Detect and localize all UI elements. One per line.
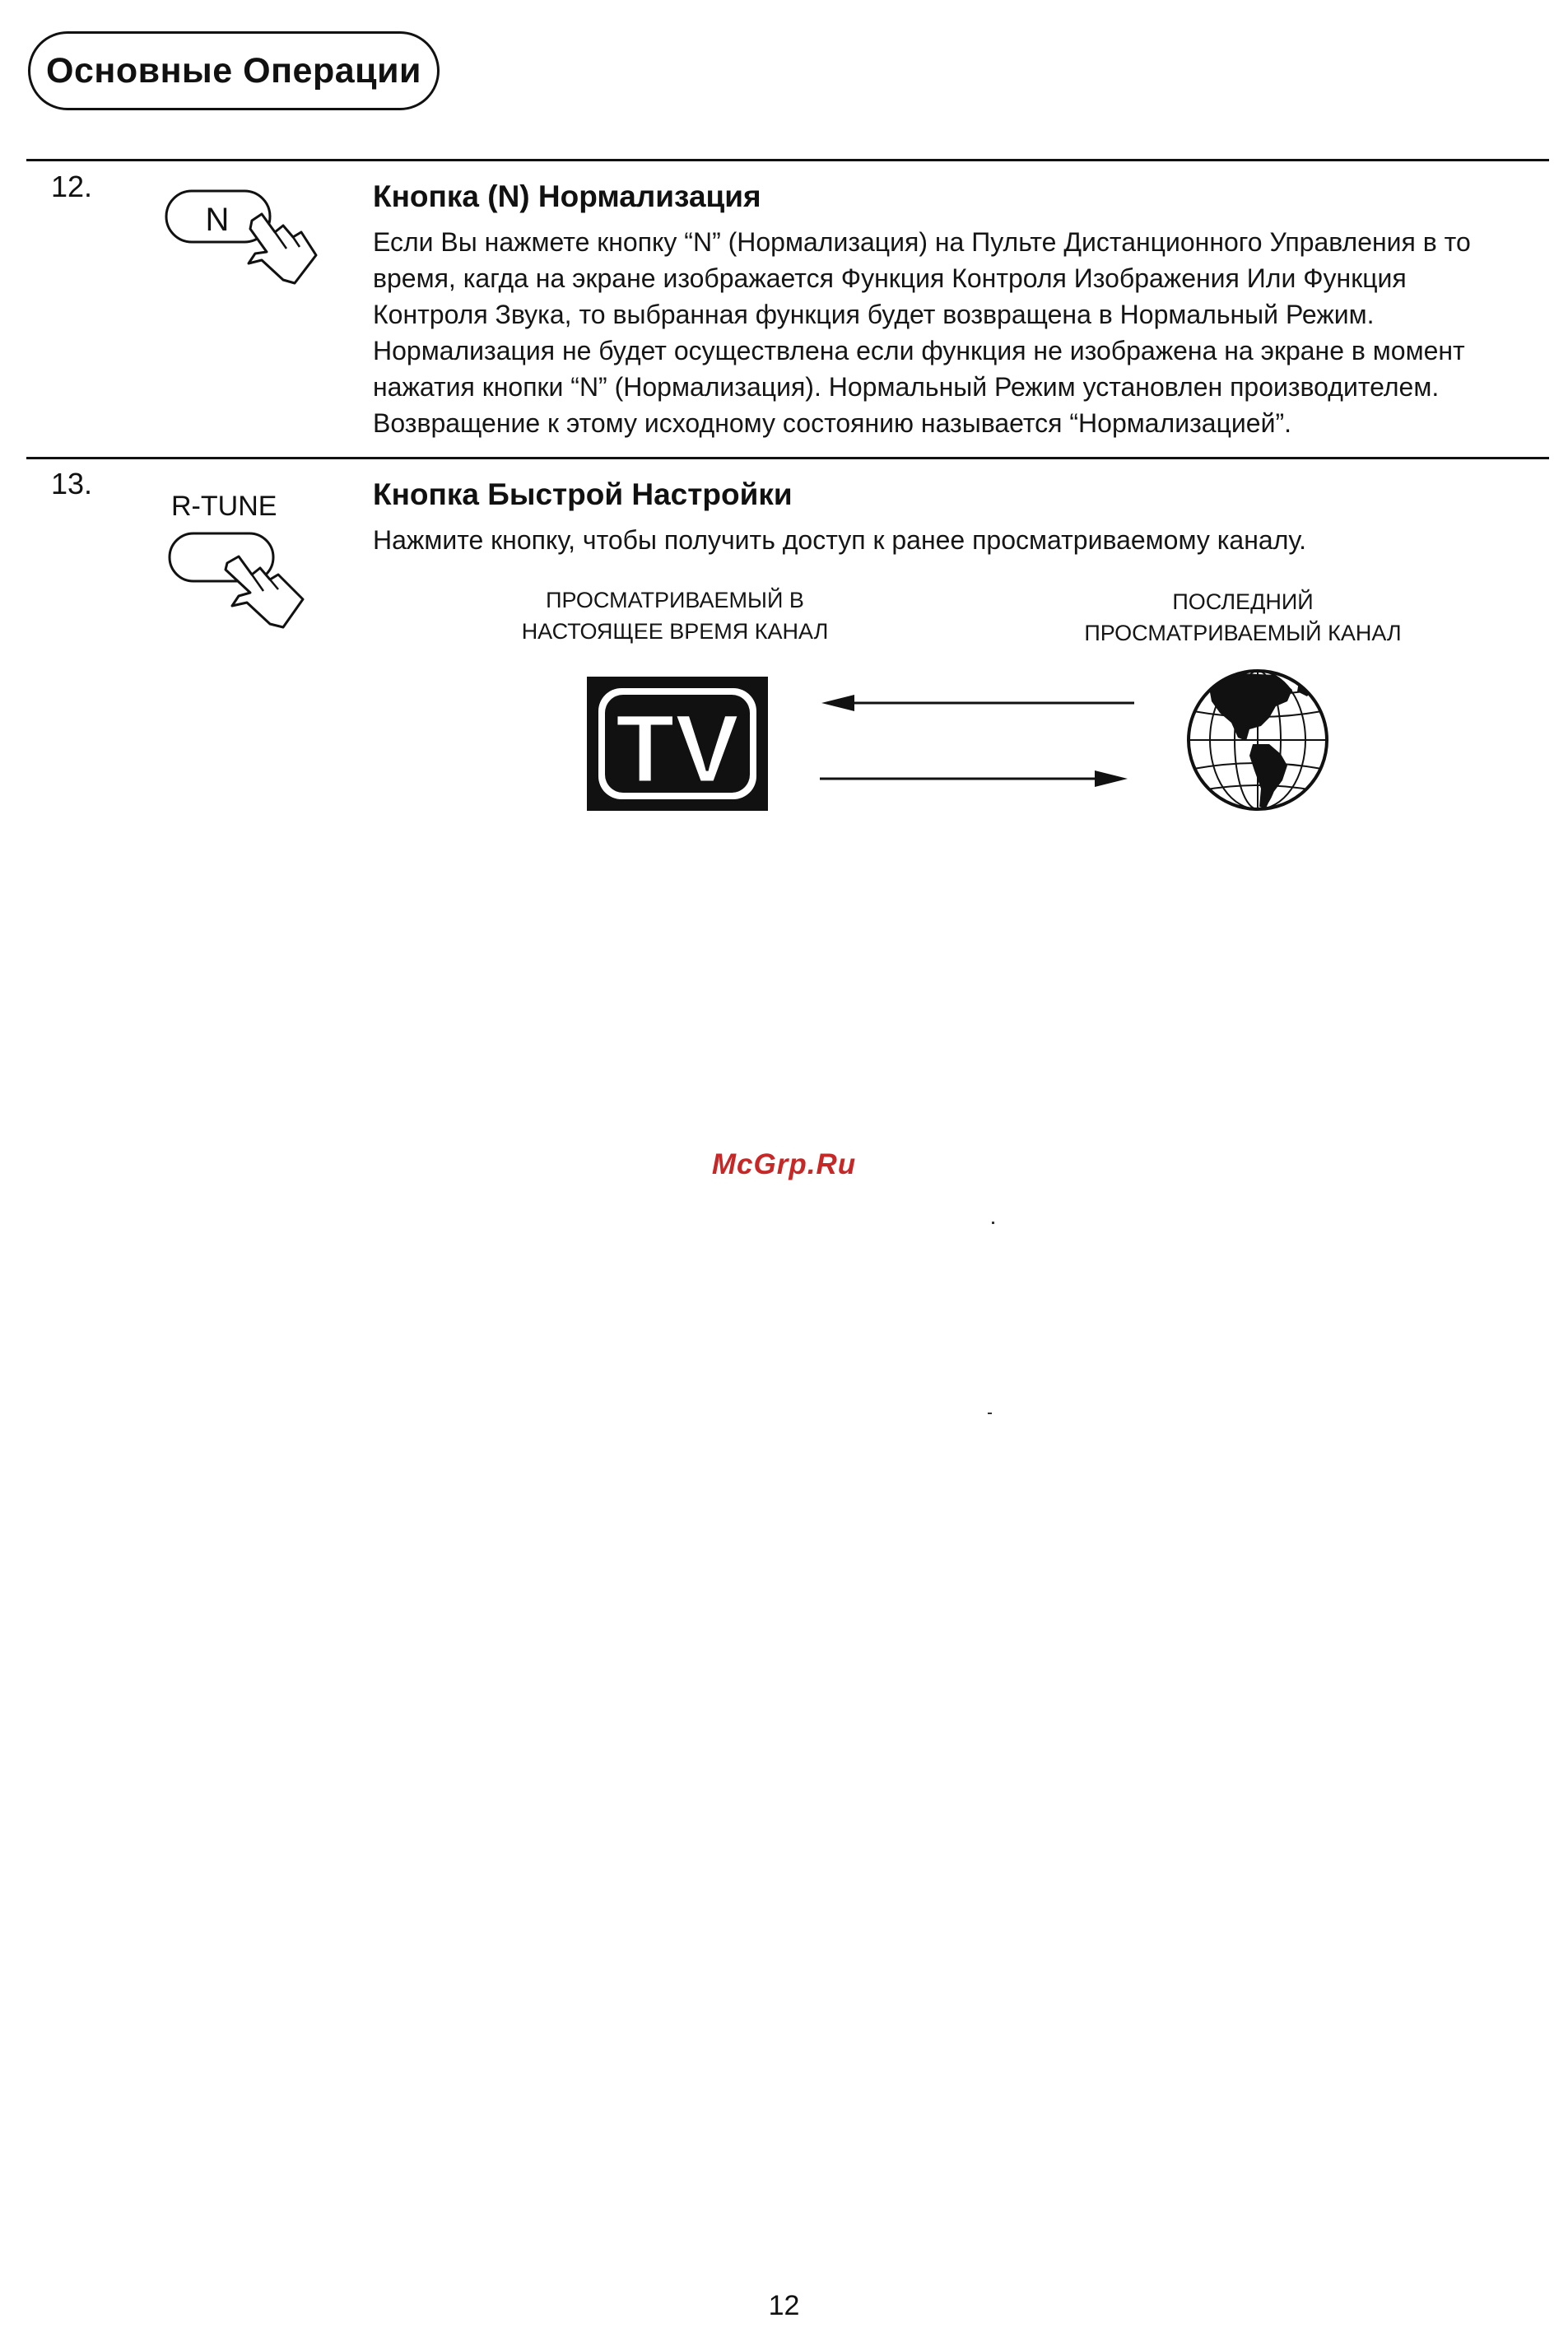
n-button-press-icon xyxy=(163,188,319,295)
body-line: нажатия кнопки “N” (Нормализация). Нормальный Режим установлен производителем. xyxy=(373,372,1440,402)
arrow-right-icon xyxy=(1095,770,1128,787)
item-title-normalization: Кнопка (N) Нормализация xyxy=(373,179,761,213)
r-tune-button-label: R-TUNE xyxy=(171,491,277,522)
body-line: Возвращение к этому исходному состоянию называется “Нормализацией”. xyxy=(373,408,1291,438)
last-channel-label: ПОСЛЕДНИЙ ПРОСМАТРИВАЕМЫЙ КАНАЛ xyxy=(1084,589,1402,645)
body-line: Если Вы нажмете кнопку “N” (Нормализация) на Пульте Дистанционного Управления в то xyxy=(373,227,1471,257)
section-title-badge xyxy=(28,31,440,110)
divider-top xyxy=(26,159,1549,161)
current-channel-label: ПРОСМАТРИВАЕМЫЙ В НАСТОЯЩЕЕ ВРЕМЯ КАНАЛ xyxy=(521,588,829,644)
tv-icon-text: TV xyxy=(615,695,740,803)
section-title: Основные Операции xyxy=(46,50,421,91)
item-number-12: 12. xyxy=(51,170,93,203)
body-line: Контроля Звука, то выбранная функция будет возвращена в Нормальный Режим. xyxy=(373,300,1375,329)
tv-icon xyxy=(587,677,768,811)
switch-arrows xyxy=(815,683,1144,798)
scan-speck xyxy=(992,1222,994,1224)
item-body-normalization xyxy=(373,224,1471,441)
body-line: Нажмите кнопку, чтобы получить доступ к ранее просматриваемому каналу. xyxy=(373,525,1307,555)
scan-speck xyxy=(988,1413,992,1414)
r-tune-button-press-icon xyxy=(163,527,319,632)
page-number: 12 xyxy=(768,2290,800,2321)
n-button-label: N xyxy=(205,202,230,238)
body-line: Нормализация не будет осуществлена если функция не изображена на экране в момент xyxy=(373,336,1465,365)
arrow-left-icon xyxy=(821,695,854,711)
divider-middle xyxy=(26,457,1549,459)
globe-icon xyxy=(1184,665,1332,815)
watermark: McGrp.Ru xyxy=(711,1148,857,1180)
item-number-13: 13. xyxy=(51,467,93,500)
body-line: время, кагда на экране изображается Функция Контроля Изображения Или Функция xyxy=(373,263,1407,293)
item-body-rtune xyxy=(373,522,1306,558)
item-title-rtune: Кнопка Быстрой Настройки xyxy=(373,477,793,511)
